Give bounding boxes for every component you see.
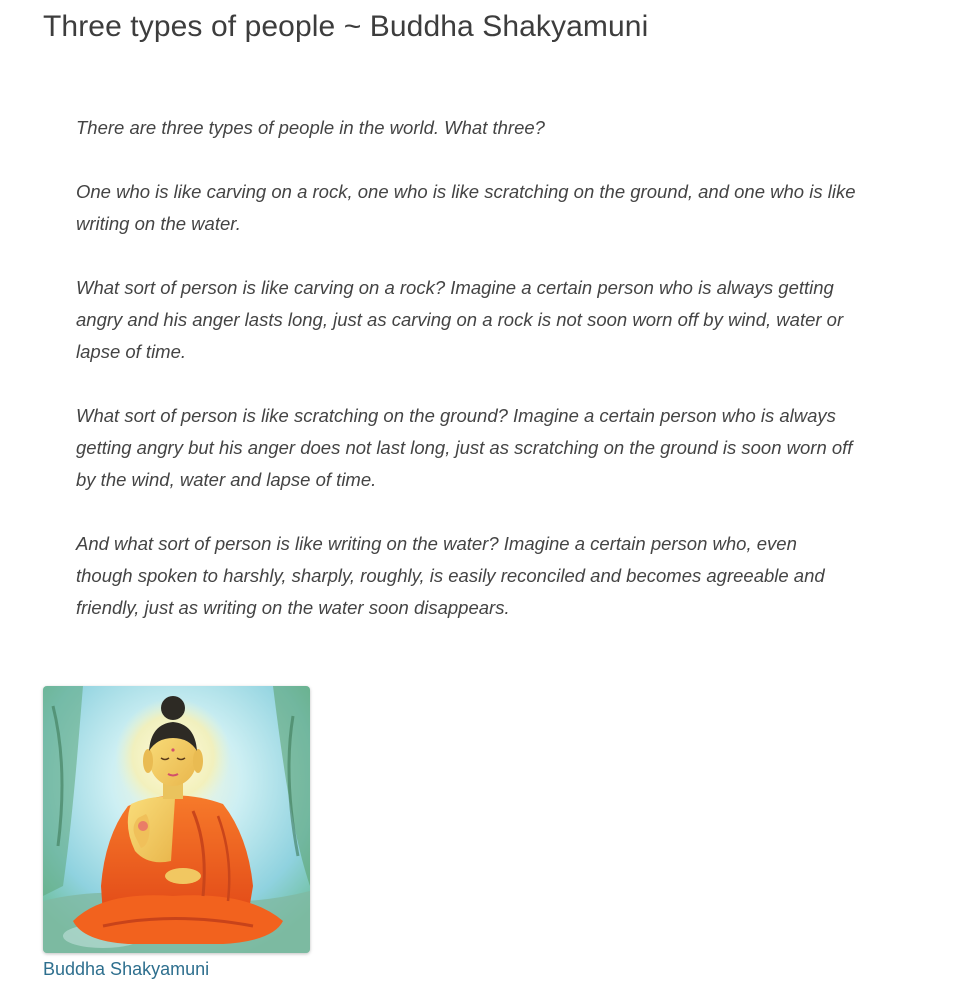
quote-block [76,112,856,656]
buddha-image[interactable] [43,686,310,953]
buddha-painting [43,686,310,953]
image-figure [43,686,310,980]
quote-paragraph: What sort of person is like carving on a rock? Imagine a certain person who is always getting angry and his anger lasts long, just as carving on a rock is not soon worn off by wind, water or lapse of time. [76,277,844,362]
quote-paragraph: There are three types of people in the world. What three? [76,117,545,138]
quote-paragraph: And what sort of person is like writing on the water? Imagine a certain person who, even though spoken to harshly, sharply, roughly, is easily reconciled and becomes agreeable and friendly, just as writing on the water soon disappears. [76,533,825,618]
page-title: Three types of people ~ Buddha Shakyamuni [43,10,649,43]
quote-paragraph: What sort of person is like scratching on the ground? Imagine a certain person who is always getting angry but his anger does not last long, just as scratching on the ground is soon worn off by the wind, water and lapse of time. [76,405,853,490]
image-caption-link[interactable]: Buddha Shakyamuni [43,959,210,979]
quote-paragraph: One who is like carving on a rock, one who is like scratching on the ground, and one who is like writing on the water. [76,181,856,234]
